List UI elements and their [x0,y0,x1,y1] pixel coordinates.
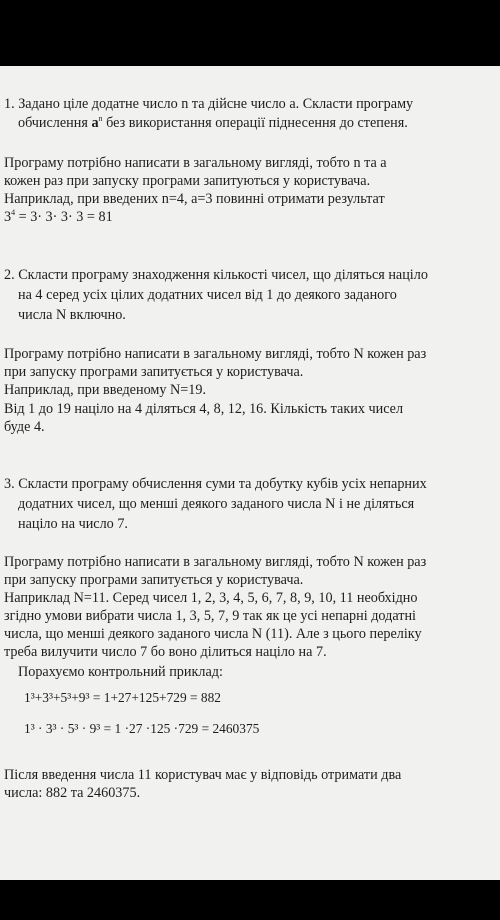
task1-paragraph-line1: Програму потрібно написати в загальному вигляді, тобто n та a [4,155,387,171]
task3-sum-formula: 1³+3³+5³+9³ = 1+27+125+729 = 882 [24,690,221,705]
document-page [0,66,500,880]
bottom-black-bar [0,880,500,920]
task3-conclusion-line2: числа: 882 та 2460375. [4,785,141,801]
top-black-bar [0,0,500,66]
task3-heading-line1: 3. Скласти програму обчислення суми та добутку кубів усіх непарних [4,476,427,492]
task3-control-example-heading: Порахуємо контрольний приклад: [18,664,223,680]
task2-paragraph-line2: при запуску програми запитується у користувача. [4,364,304,380]
task2-example-line: Наприклад, при введеному N=19. [4,382,206,398]
task1-heading-line2: обчислення $a^n$ без використання операції піднесення до степеня. [18,114,408,131]
task3-example-line1: Наприклад N=11. Серед чисел 1, 2, 3, 4, 5, 6, 7, 8, 9, 10, 11 необхідно [4,590,418,606]
task2-result-line2: буде 4. [4,419,45,435]
task3-example-line3: числа, що менші деякого заданого числа N (11). Але з цього переліку [4,626,422,642]
task3-heading-line2: додатних чисел, що менші деякого заданого числа N і не діляться [18,496,415,512]
task1-formula: $3^4 = 3\cdot 3\cdot 3\cdot 3 = 81$ [4,208,113,225]
task3-paragraph-line1: Програму потрібно написати в загальному вигляді, тобто N кожен раз [4,554,427,570]
task2-result-line1: Від 1 до 19 націло на 4 діляться 4, 8, 12, 16. Кількість таких чисел [4,401,404,417]
task2-heading-line2: на 4 серед усіх цілих додатних чисел від 1 до деякого заданого [18,287,397,303]
task3-conclusion-line1: Після введення числа 11 користувач має у відповідь отримати два [4,767,402,783]
task3-example-line4: треба вилучити число 7 бо воно ділиться націло на 7. [4,644,327,660]
task3-heading-line3: націло на число 7. [18,516,128,532]
task1-heading-line1: 1. Задано ціле додатне число n та дійсне число a. Скласти програму [4,96,414,112]
task2-paragraph-line1: Програму потрібно написати в загальному вигляді, тобто N кожен раз [4,346,427,362]
task3-product-formula: 1³ · 3³ · 5³ · 9³ = 1 ·27 ·125 ·729 = 2460375 [24,721,260,736]
task1-example-line: Наприклад, при введених n=4, a=3 повинні отримати результат [4,191,385,207]
task2-heading-line1: 2. Скласти програму знаходження кількості чисел, що діляться націло [4,267,428,283]
task3-example-line2: згідно умови вибрати числа 1, 3, 5, 7, 9 так як це усі непарні додатні [4,608,416,624]
task1-paragraph-line2: кожен раз при запуску програми запитуються у користувача. [4,173,371,189]
task3-paragraph-line2: при запуску програми запитується у користувача. [4,572,304,588]
task2-heading-line3: числа N включно. [18,307,126,323]
